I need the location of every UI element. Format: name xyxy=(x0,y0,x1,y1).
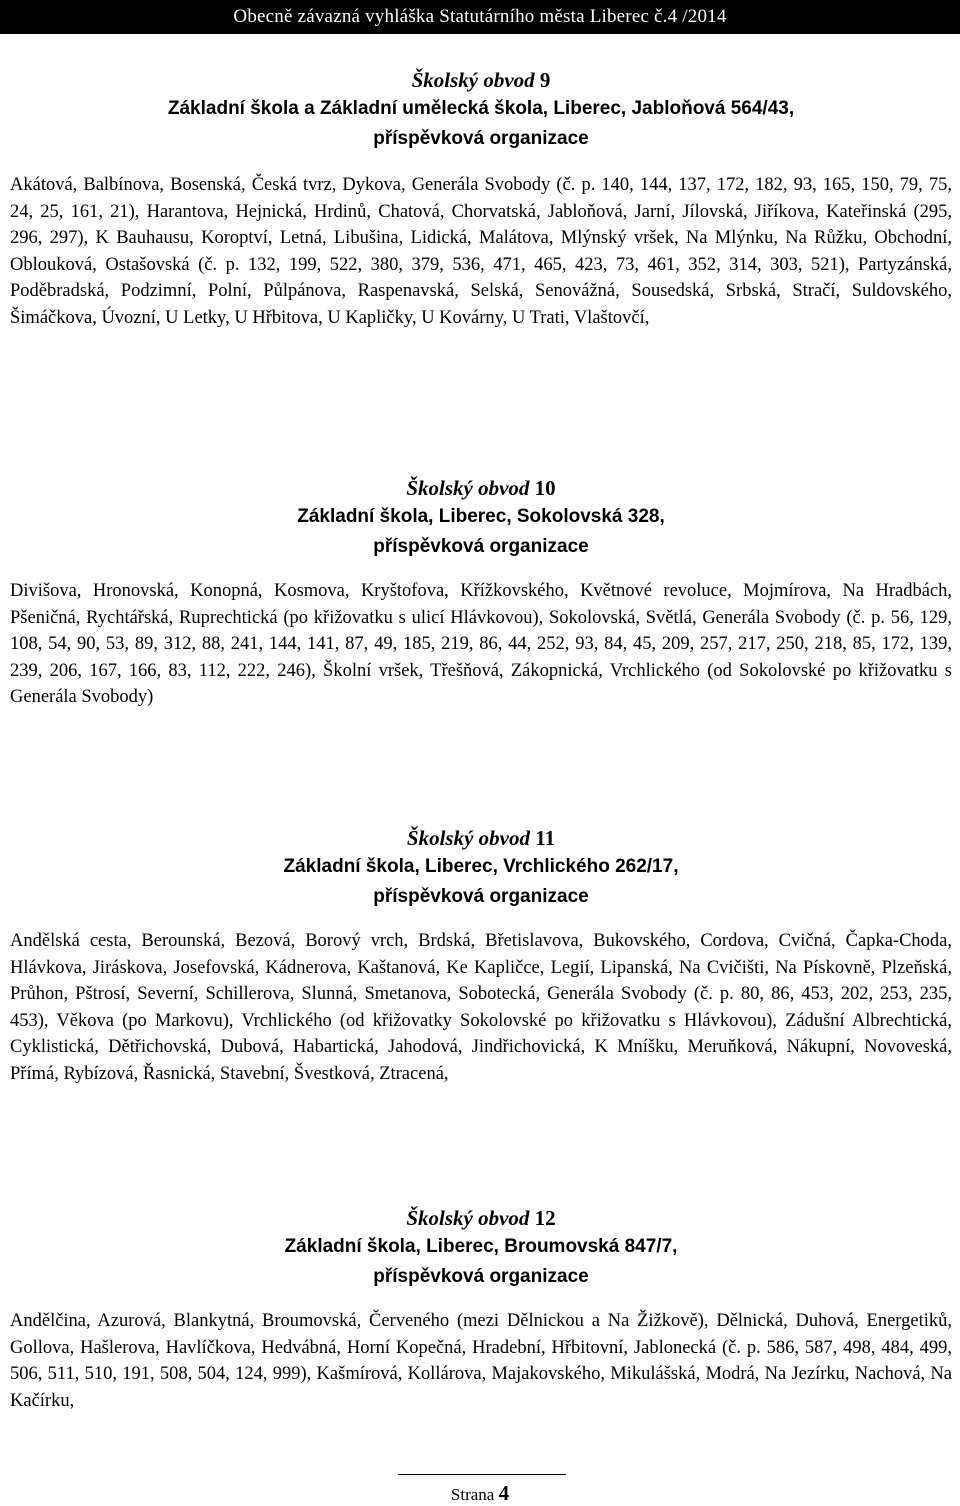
school-name-line2: příspěvková organizace xyxy=(373,128,589,149)
school-district-9 xyxy=(10,66,952,331)
district-number: 10 xyxy=(534,476,556,500)
district-title xyxy=(10,474,952,502)
school-name-line2: příspěvková organizace xyxy=(373,886,589,907)
district-heading xyxy=(10,474,952,562)
page-label: Strana xyxy=(450,1485,495,1504)
page-footer xyxy=(0,1482,960,1506)
school-name-line1: Základní škola, Liberec, Broumovská 847/7, xyxy=(284,1236,678,1257)
district-title xyxy=(10,66,952,94)
page-number: 4 xyxy=(498,1481,510,1505)
district-number: 11 xyxy=(535,826,556,850)
district-title xyxy=(10,1204,952,1232)
district-streets: Andělská cesta, Berounská, Bezová, Borový vrch, Brdská, Břetislavova, Bukovského, Cordova, Cvičná, Čapka-Choda, Hlávkova, Jiráskova, Josefovská, Kádnerova, Kaštanová, Ke Kapličce, Legií, Lipanská, Na Cvičišti, Na Pískovně, Plzeňská, Průhon, Pštrosí, Severní, Schillerova, Slunná, Smetanova, Sobotecká, Generála Svobody (č. p. 80, 86, 453, 202, 253, 235, 453), Věkova (po Markovu), Vrchlického (od křižovatky Sokolovské po křižovatku s Hlávkovou), Zádušní Albrechtická, Cyklistická, Dětřichovská, Dubová, Habartická, Jahodová, Jindřichovická, K Mníšku, Meruňková, Nákupní, Novoveská, Přímá, Rybízová, Řasnická, Stavební, Švestková, Ztracená, xyxy=(10,931,952,1084)
school-name-line1: Základní škola, Liberec, Sokolovská 328, xyxy=(297,506,665,527)
district-label: Školský obvod xyxy=(406,1206,530,1230)
header-title: Obecně závazná vyhláška Statutárního města Liberec č.4 /2014 xyxy=(233,6,727,27)
district-number: 9 xyxy=(539,68,551,92)
district-label: Školský obvod xyxy=(411,68,535,92)
district-heading xyxy=(10,824,952,912)
school-district-10 xyxy=(10,474,952,711)
district-heading xyxy=(10,1204,952,1292)
district-label: Školský obvod xyxy=(406,826,530,850)
district-heading xyxy=(10,66,952,154)
school-name-line1: Základní škola a Základní umělecká škola, Liberec, Jabloňová 564/43, xyxy=(167,98,795,119)
district-streets: Divišova, Hronovská, Konopná, Kosmova, Kryštofova, Křížkovského, Květnové revoluce, Mojmírova, Na Hradbách, Pšeničná, Rychtářská, Ruprechtická (po křižovatku s ulicí Hlávkovou), Sokolovská, Světlá, Generála Svobody (č. p. 56, 129, 108, 54, 90, 53, 89, 312, 88, 241, 144, 141, 87, 49, 185, 219, 86, 44, 252, 93, 84, 45, 209, 257, 217, 250, 218, 85, 172, 139, 239, 206, 167, 166, 83, 112, 222, 246), Školní vršek, Třešňová, Zákopnická, Vrchlického (od Sokolovské po křižovatku s Generála Svobody) xyxy=(10,581,952,707)
school-name-line2: příspěvková organizace xyxy=(373,1266,589,1287)
document-header xyxy=(0,0,960,34)
district-number: 12 xyxy=(534,1206,556,1230)
district-label: Školský obvod xyxy=(406,476,530,500)
district-streets: Andělčina, Azurová, Blankytná, Broumovská, Červeného (mezi Dělnickou a Na Žižkově), Dělnická, Duhová, Energetiků, Gollova, Hašlerova, Havlíčkova, Hedvábná, Horní Kopečná, Hradební, Hřbitovní, Jablonecká (č. p. 586, 587, 498, 484, 499, 506, 511, 510, 191, 508, 504, 124, 999), Kašmírová, Kollárova, Majakovského, Mikulášská, Modrá, Na Jezírku, Nachová, Na Kačírku, xyxy=(10,1311,952,1411)
school-district-11 xyxy=(10,824,952,1087)
district-title xyxy=(10,824,952,852)
footer-divider xyxy=(398,1474,566,1475)
school-name-line2: příspěvková organizace xyxy=(373,536,589,557)
school-district-12 xyxy=(10,1204,952,1414)
district-streets: Akátová, Balbínova, Bosenská, Česká tvrz, Dykova, Generála Svobody (č. p. 140, 144, 137, 172, 182, 93, 165, 150, 79, 75, 24, 25, 161, 21), Harantova, Hejnická, Hrdinů, Chatová, Chorvatská, Jabloňová, Jarní, Jílovská, Jiříkova, Kateřinská (295, 296, 297), K Bauhausu, Koroptví, Letná, Libušina, Lidická, Malátova, Mlýnský vršek, Na Mlýnku, Na Růžku, Obchodní, Oblouková, Ostašovská (č. p. 132, 199, 522, 380, 379, 536, 471, 465, 423, 73, 461, 352, 314, 303, 521), Partyzánská, Poděbradská, Podzimní, Polní, Půlpánova, Raspenavská, Selská, Senovážná, Sousedská, Srbská, Stračí, Suldovského, Šimáčkova, Úvozní, U Letky, U Hřbitova, U Kapličky, U Kovárny, U Trati, Vlaštovčí, xyxy=(10,175,952,328)
school-name-line1: Základní škola, Liberec, Vrchlického 262/17, xyxy=(283,856,679,877)
